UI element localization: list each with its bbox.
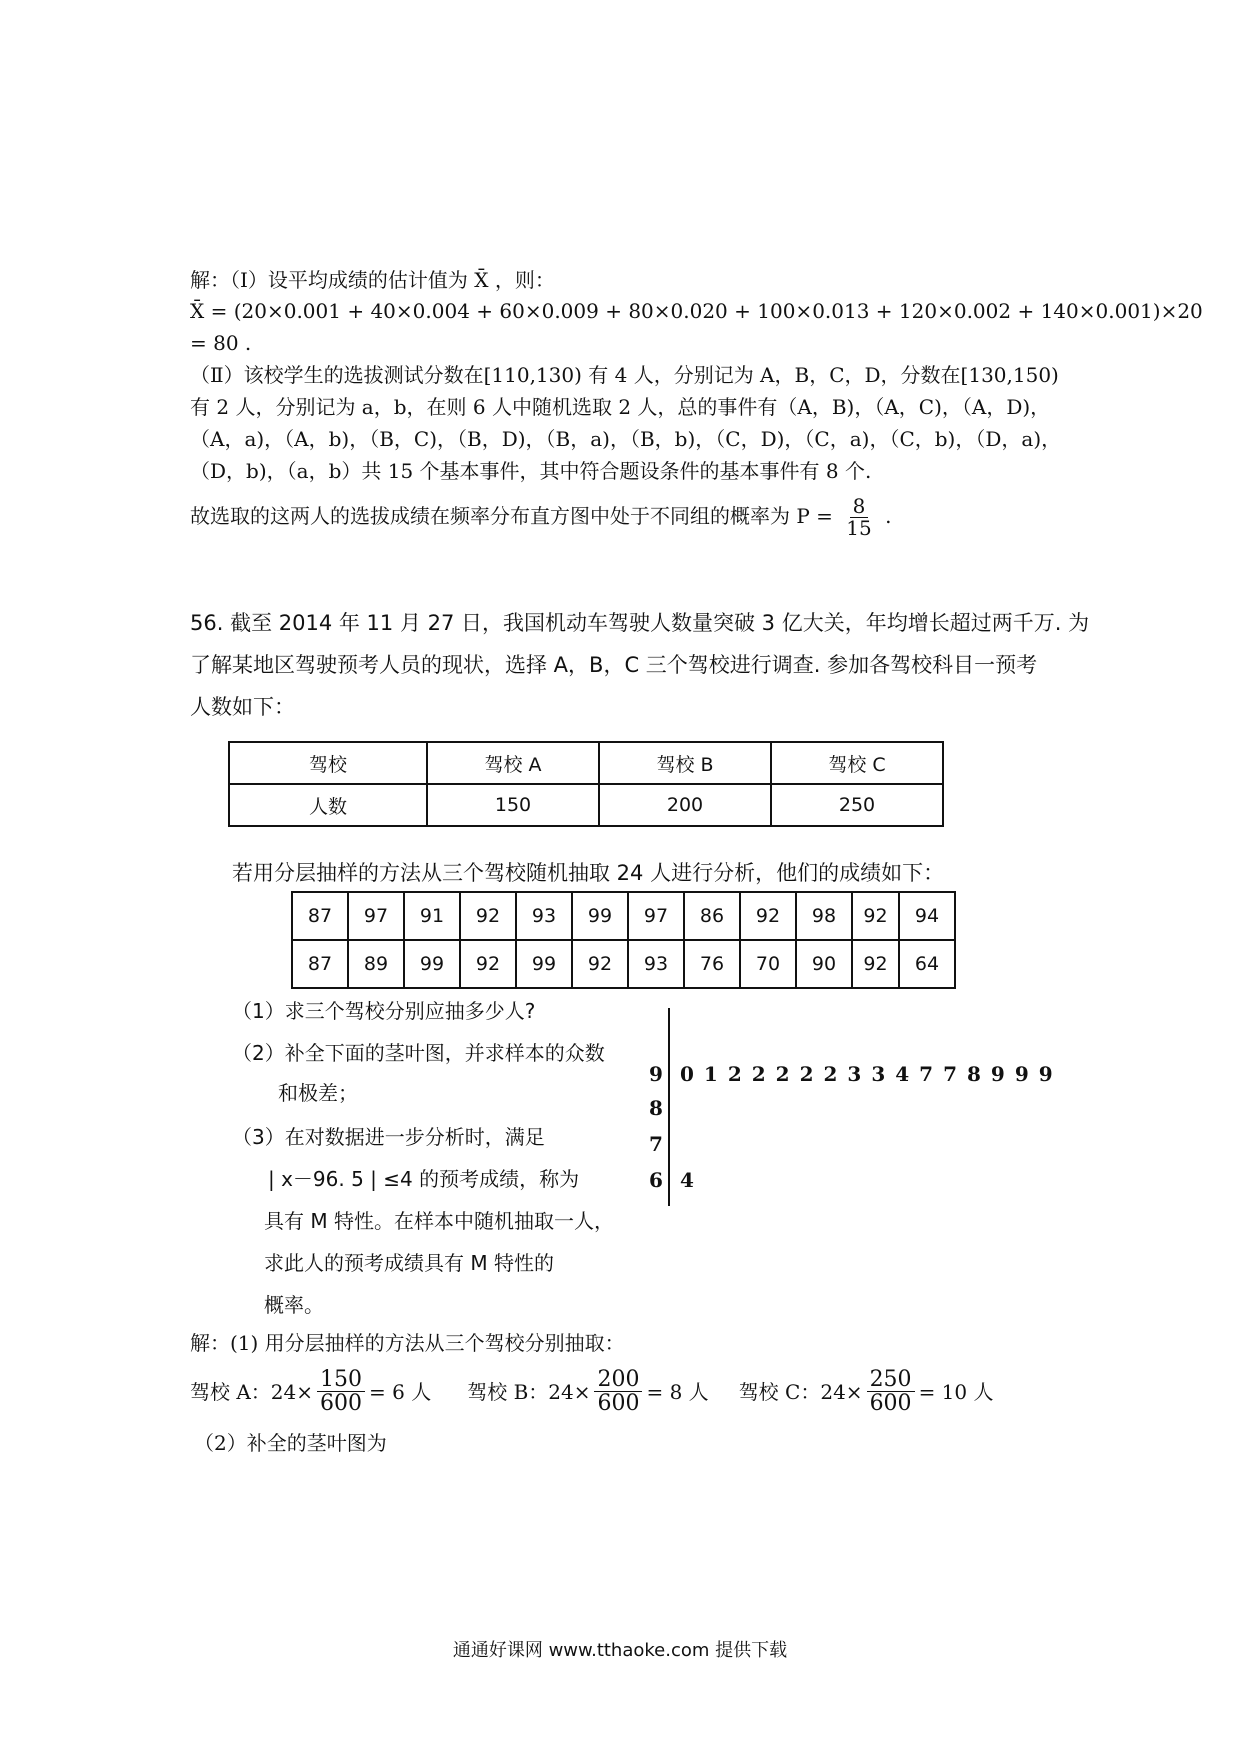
stem-6: 6 [649, 1168, 663, 1192]
score-cell: 94 [899, 892, 955, 940]
scores-row-2 [292, 940, 955, 988]
question-3d: 求此人的预考成绩具有 M 特性的 [264, 1251, 554, 1275]
score-cell: 92 [572, 940, 628, 988]
school-a-fraction [317, 1368, 365, 1415]
score-cell: 99 [404, 940, 460, 988]
school-c-label: 驾校 C：24× [738, 1379, 863, 1404]
score-cell: 70 [740, 940, 796, 988]
question-3a: （3）在对数据进一步分析时，满足 [232, 1125, 545, 1149]
conclusion-text: 故选取的这两人的选拔成绩在频率分布直方图中处于不同组的概率为 P = [190, 504, 833, 528]
footer: 通通好课网 www.tthaoke.com 提供下载 [452, 1640, 788, 1661]
question-3e: 概率。 [264, 1293, 324, 1317]
school-a-result: = 6 人 [369, 1379, 432, 1404]
question-2a: （2）补全下面的茎叶图，并求样本的众数 [232, 1041, 605, 1065]
solution55-result: = 80 . [190, 331, 252, 355]
question-3c: 具有 M 特性。在样本中随机抽取一人， [264, 1209, 614, 1233]
score-cell: 87 [292, 892, 348, 940]
score-cell: 92 [852, 892, 899, 940]
solution55-conclusion [190, 496, 891, 539]
school-table-cell: 驾校 [229, 742, 427, 784]
solution55-line6: （A，a)，（A，b)，（B，C)，（B，D)，（B，a)，（B，b)，（C，D)，（C，a)，（C，b)，（D，a)， [190, 427, 1062, 451]
school-b-denominator: 600 [597, 1391, 640, 1417]
stem-9: 9 [649, 1062, 663, 1086]
question-2b: 和极差； [278, 1081, 358, 1105]
score-cell: 93 [516, 892, 572, 940]
solution55-line5: 有 2 人，分别记为 a，b，在则 6 人中随机选取 2 人，总的事件有（A，B)，（A，C)，（A，D)， [190, 395, 1051, 419]
school-c-fraction [867, 1368, 915, 1415]
problem56-line1: 56. 截至 2014 年 11 月 27 日，我国机动车驾驶人数量突破 3 亿大关，年均增长超过两千万. 为 [190, 611, 1090, 635]
conclusion-period: . [885, 504, 892, 528]
school-c-denominator: 600 [869, 1391, 912, 1417]
school-c-numerator: 250 [867, 1368, 915, 1392]
school-table [228, 741, 944, 827]
question-3b: | x－96. 5 | ≤4 的预考成绩，称为 [268, 1167, 580, 1191]
scores-table [291, 891, 956, 989]
solution55-line4: （Ⅱ）该校学生的选拔测试分数在[110,130) 有 4 人，分别记为 A，B，C，D，分数在[130,150) [190, 363, 1059, 387]
score-cell: 99 [516, 940, 572, 988]
score-cell: 89 [348, 940, 404, 988]
school-b-fraction [594, 1368, 642, 1415]
school-a-denominator: 600 [320, 1391, 363, 1417]
score-cell: 99 [572, 892, 628, 940]
leaves-9: 0122222334778999 [680, 1062, 1063, 1086]
scores-row-1 [292, 892, 955, 940]
solution55-formula: X̄ = (20×0.001 + 40×0.004 + 60×0.009 + 80×0.020 + 100×0.013 + 120×0.002 + 140×0.001)×20 [190, 299, 1203, 323]
probability-numerator: 8 [850, 496, 869, 518]
school-table-cell: 驾校 A [427, 742, 599, 784]
score-cell: 98 [796, 892, 852, 940]
score-cell: 92 [740, 892, 796, 940]
school-b-result: = 8 人 [646, 1379, 709, 1404]
school-table-data-row [229, 784, 943, 826]
score-cell: 90 [796, 940, 852, 988]
score-cell: 92 [852, 940, 899, 988]
score-cell: 64 [899, 940, 955, 988]
score-cell: 91 [404, 892, 460, 940]
school-table-cell: 人数 [229, 784, 427, 826]
solution56-line1: 解：(1) 用分层抽样的方法从三个驾校分别抽取： [190, 1331, 625, 1355]
probability-fraction [843, 496, 874, 539]
school-table-cell: 驾校 B [599, 742, 771, 784]
school-table-header-row [229, 742, 943, 784]
score-cell: 92 [460, 940, 516, 988]
school-b-numerator: 200 [594, 1368, 642, 1392]
solution56-allocation [190, 1368, 993, 1415]
solution55-line7: （D，b)，（a，b）共 15 个基本事件，其中符合题设条件的基本事件有 8 个. [190, 459, 872, 483]
school-table-cell: 驾校 C [771, 742, 943, 784]
score-cell: 76 [684, 940, 740, 988]
stem-8: 8 [649, 1096, 663, 1120]
school-b-label: 驾校 B：24× [467, 1379, 591, 1404]
sampling-text: 若用分层抽样的方法从三个驾校随机抽取 24 人进行分析，他们的成绩如下： [232, 861, 945, 885]
school-a-numerator: 150 [317, 1368, 365, 1392]
school-table-cell: 150 [427, 784, 599, 826]
solution56-line3: （2）补全的茎叶图为 [194, 1431, 387, 1455]
probability-denominator: 15 [846, 516, 872, 540]
score-cell: 87 [292, 940, 348, 988]
school-a-label: 驾校 A：24× [190, 1379, 314, 1404]
score-cell: 97 [348, 892, 404, 940]
problem56-line2: 了解某地区驾驶预考人员的现状，选择 A，B，C 三个驾校进行调查. 参加各驾校科目一预考 [190, 653, 1038, 677]
leaves-6: 4 [680, 1168, 704, 1192]
score-cell: 93 [628, 940, 684, 988]
score-cell: 86 [684, 892, 740, 940]
school-table-cell: 250 [771, 784, 943, 826]
score-cell: 92 [460, 892, 516, 940]
problem56-line3: 人数如下： [190, 695, 295, 719]
question-1: （1）求三个驾校分别应抽多少人? [232, 999, 536, 1023]
school-c-result: = 10 人 [918, 1379, 994, 1404]
solution55-line1: 解：（Ⅰ）设平均成绩的估计值为 X̄ ，则： [190, 268, 555, 292]
score-cell: 97 [628, 892, 684, 940]
school-table-cell: 200 [599, 784, 771, 826]
stem-leaf-axis [668, 1008, 670, 1206]
stem-7: 7 [649, 1132, 663, 1156]
